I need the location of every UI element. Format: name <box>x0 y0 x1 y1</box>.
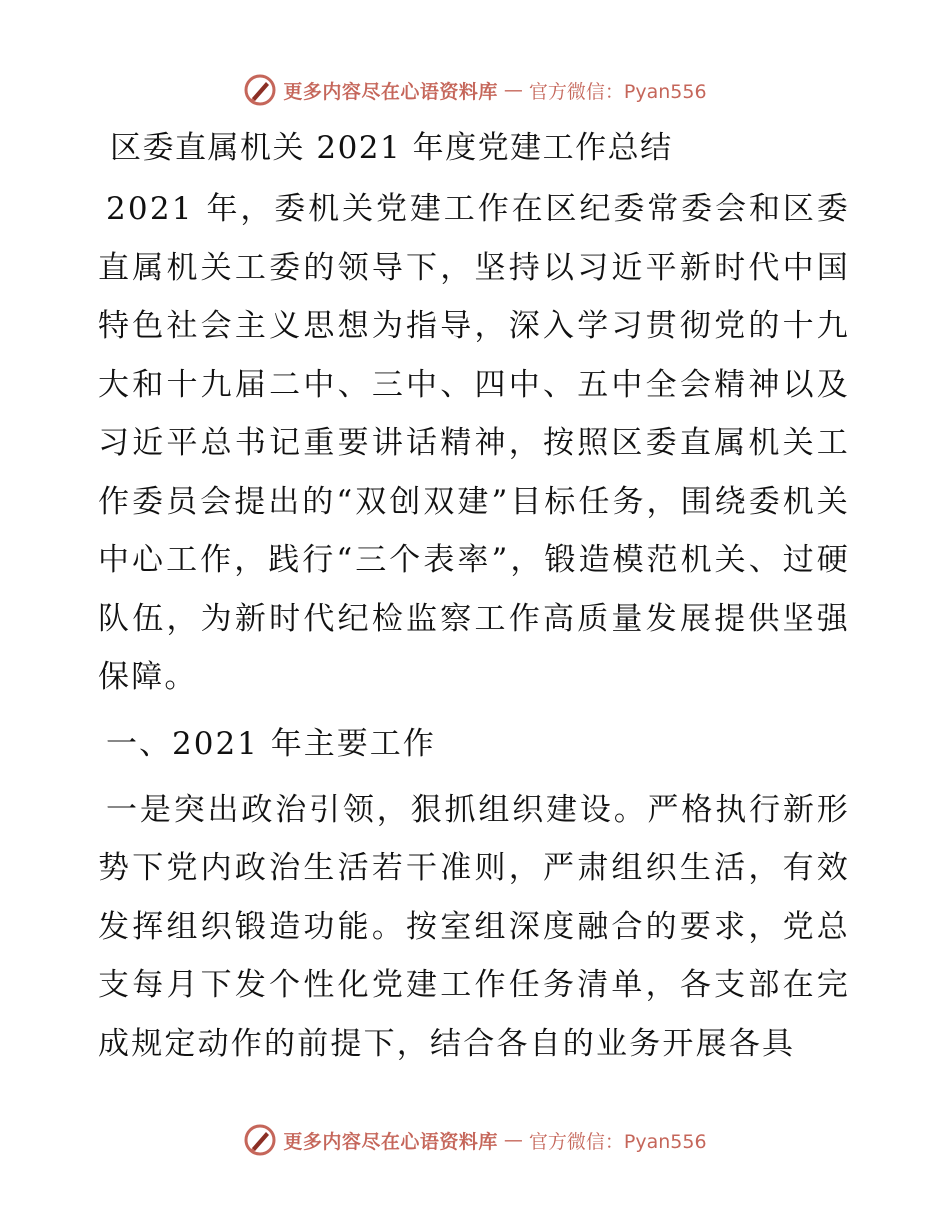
intro-paragraph: 2021 年，委机关党建工作在区纪委常委会和区委直属机关工委的领导下，坚持以习近平新时代中国特色社会主义思想为指导，深入学习贯彻党的十九大和十九届二中、三中、四中、五中全会精神以及习近平总书记重要讲话精神，按照区委直属机关工作委员会提出的“双创双建”目标任务，围绕委机关中心工作，践行“三个表率”，锻造模范机关、过硬队伍，为新时代纪检监察工作高质量发展提供坚强保障。 <box>98 191 850 695</box>
section-heading: 一、2021 年主要工作 <box>106 725 436 762</box>
section-paragraph: 一是突出政治引领，狠抓组织建设。严格执行新形势下党内政治生活若干准则，严肃组织生活，有效发挥组织锻造功能。按室组深度融合的要求，党总支每月下发个性化党建工作任务清单，各支部在完成规定动作的前提下，结合各自的业务开展各具 <box>98 791 850 1062</box>
banner-contact: 官方微信：Pyan556 <box>528 80 707 103</box>
pen-logo-icon <box>243 1123 277 1157</box>
document-body <box>98 120 850 1081</box>
pen-logo-icon <box>243 73 277 107</box>
document-title: 区委直属机关 2021 年度党建工作总结 <box>110 130 673 166</box>
banner-contact: 官方微信：Pyan556 <box>528 1130 707 1153</box>
banner-text: 更多内容尽在心语资料库 <box>283 1130 498 1153</box>
banner-dash: — <box>503 1129 523 1151</box>
banner-text: 更多内容尽在心语资料库 <box>283 80 498 103</box>
footer-banner <box>0 1120 950 1160</box>
header-banner <box>0 70 950 110</box>
banner-dash: — <box>503 79 523 101</box>
